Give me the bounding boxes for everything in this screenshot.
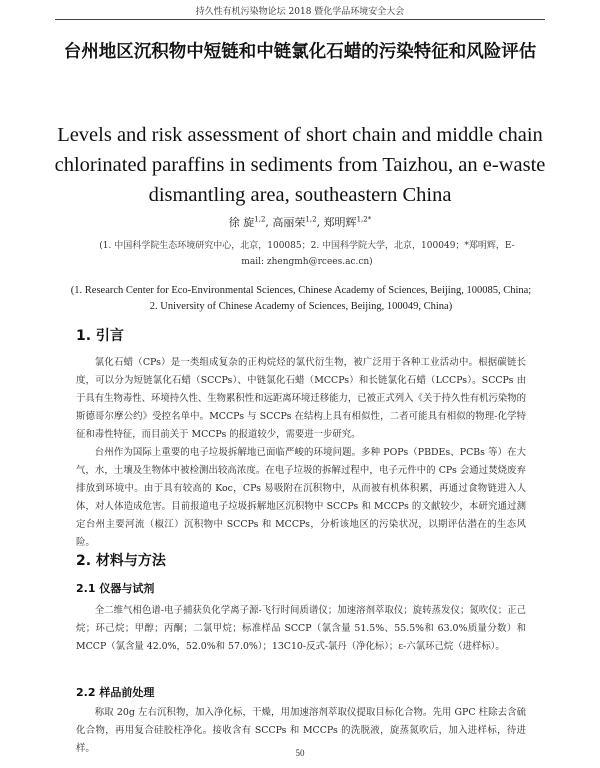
intro-paragraph-2: 台州作为国际上重要的电子垃圾拆解地已面临严峻的环境问题。多种 POPs（PBDEs、PCBs 等）在大气，水，土壤及生物体中被检测出较高浓度。在电子垃圾的拆解过程中，电子元件中的 CPs 会通过焚烧废弃排放到环境中。由于具有较高的 Koc，CPs 易吸附在沉积物中，从而被有机体积累，再通过食物链进入人体，对人体造成危害。目前报道电子垃圾拆解地区沉积物中 SCCPs 和 MCCPs 的文献较少，本研究通过测定台州主要河流（椒江）沉积物中 SCCPs 和 MCCPs，分析该地区的污染状况，以期评估潜在的生态风险。 xyxy=(76,447,526,548)
author-name: 高丽荣 xyxy=(272,216,306,229)
pretreatment-paragraph: 称取 20g 左右沉积物，加入净化标，干燥，用加速溶剂萃取仪提取目标化合物。先用 GPC 柱除去含硫化合物，再用复合硅胶柱净化。接收含有 SCCPs 和 MCCPs 的洗脱液，旋蒸氮吹后，加入进样标，待进样。 xyxy=(76,707,526,754)
instruments-paragraph: 全二维气相色谱-电子捕获负化学离子源-飞行时间质谱仪；加速溶剂萃取仪；旋转蒸发仪；氮吹仪；正己烷；环己烷；甲醇；丙酮；二氯甲烷；标准样品 SCCP（氯含量 51.5%、55.5%和 63.0%质量分数）和 MCCP（氯含量 42.0%，52.0%和 57.0%）；13C10-反式-氯丹（净化标）；ε-六氯环己烷（进样标）。 xyxy=(76,605,526,652)
author-name: 徐 旋 xyxy=(228,216,255,229)
section-heading-methods: 2. 材料与方法 xyxy=(76,553,166,569)
author-affil-marker: 1,2* xyxy=(356,215,372,224)
affiliation-chinese: (1. 中国科学院生态环境研究中心，北京，100085；2. 中国科学院大学，北京，100049；*郑明辉，E-mail: zhengmh@rcees.ac.cn) xyxy=(99,241,515,267)
author-affil-marker: 1,2 xyxy=(254,215,266,224)
title-english: Levels and risk assessment of short chain and middle chain chlorinated paraffins in sediments from Taizhou, an e-waste dismantling area, southeastern China xyxy=(54,124,546,206)
author-name: 郑明辉 xyxy=(323,216,357,229)
running-header: 持久性有机污染物论坛 2018 暨化学品环境安全大会 xyxy=(195,7,405,17)
page-number: 50 xyxy=(295,748,305,758)
subsection-heading-instruments: 2.1 仪器与试剂 xyxy=(76,582,155,595)
affiliation-english: (1. Research Center for Eco-Environmental Sciences, Chinese Academy of Sciences, Beijing, 100085, China; 2. University of Chinese Academy of Sciences, Beijing, 100049, China) xyxy=(70,285,532,312)
author-affil-marker: 1,2 xyxy=(305,215,317,224)
subsection-heading-pretreatment: 2.2 样品前处理 xyxy=(76,686,155,699)
section-heading-intro: 1. 引言 xyxy=(76,328,124,344)
intro-paragraph-1: 氯化石蜡（CPs）是一类组成复杂的正构烷烃的氯代衍生物，被广泛用于各种工业活动中。根据碳链长度，可以分为短链氯化石蜡（SCCPs）、中链氯化石蜡（MCCPs）和长链氯化石蜡（LCCPs）。SCCPs 由于具有生物毒性、环境持久性、生物累积性和远距离环境迁移能力，已被正式列入《关于持久性有机污染物的斯德哥尔摩公约》受控名单中。MCCPs 与 SCCPs 在结构上具有相似性，二者可能具有相似的物理-化学特征和毒性特征，而目前关于 MCCPs 的报道较少，需要进一步研究。 xyxy=(76,357,527,440)
header-rule xyxy=(55,19,545,20)
author-list: 徐 旋$^{1,2}$, 高丽荣$^{1,2}$, 郑明辉$^{1,2*}$ xyxy=(228,215,372,229)
title-chinese: 台州地区沉积物中短链和中链氯化石蜡的污染特征和风险评估 xyxy=(63,42,537,62)
